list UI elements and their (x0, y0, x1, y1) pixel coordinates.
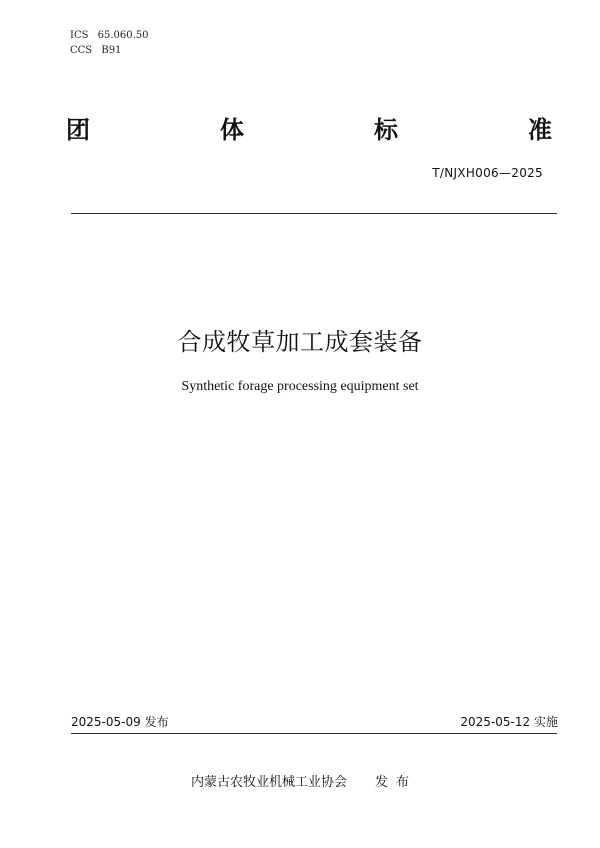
standard-type-char: 标 (374, 116, 398, 144)
standard-number: T/NJXH006—2025 (432, 166, 543, 180)
publisher-action (375, 775, 409, 790)
issue-date-line (71, 714, 169, 730)
implementation-date-line (460, 714, 558, 730)
standard-type-char: 体 (220, 116, 244, 144)
header-divider (71, 213, 557, 214)
publisher-line (0, 774, 600, 792)
document-title-english: Synthetic forage processing equipment set (181, 379, 419, 394)
classification-codes (70, 28, 149, 58)
ccs-label: CCS (70, 45, 93, 56)
footer-divider (71, 733, 557, 734)
issue-label: 发布 (144, 715, 169, 729)
publisher-action-char: 布 (396, 775, 410, 790)
ccs-code-row (70, 43, 149, 58)
document-title-chinese: 合成牧草加工成套装备 (177, 328, 423, 356)
standard-type-heading (66, 115, 552, 145)
standard-type-char: 准 (528, 116, 552, 144)
ics-code-row (70, 28, 149, 43)
implementation-date: 2025-05-12 (460, 715, 531, 729)
publisher-name: 内蒙古农牧业机械工业协会 (190, 775, 347, 790)
issue-date: 2025-05-09 (71, 715, 141, 729)
implementation-label: 实施 (533, 715, 558, 729)
ics-value: 65.060.50 (97, 30, 149, 41)
ics-label: ICS (70, 30, 89, 41)
standard-type-char: 团 (66, 116, 90, 144)
ccs-value: B91 (101, 45, 122, 56)
publisher-action-char: 发 (374, 775, 388, 790)
